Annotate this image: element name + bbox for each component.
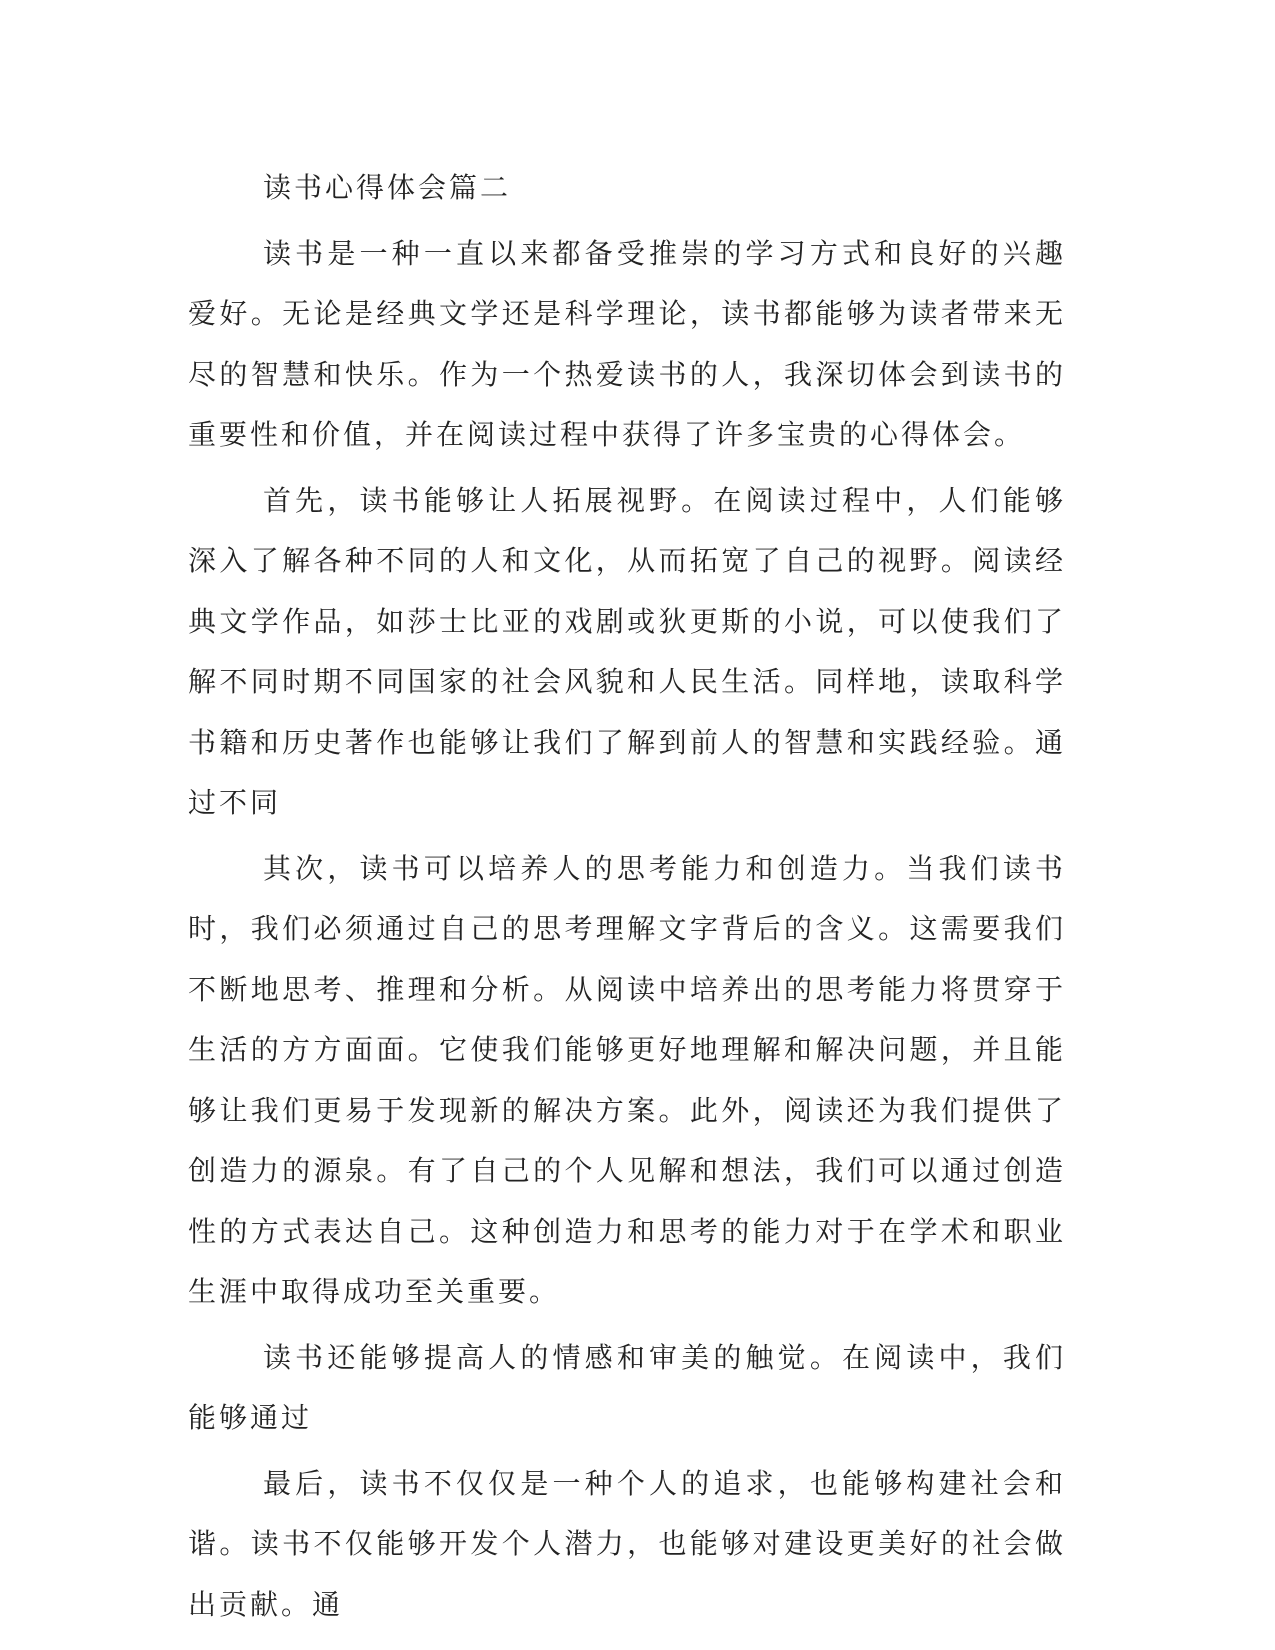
- document-body: [188, 158, 1066, 1640]
- paragraph-emotion-aesthetics: 读书还能够提高人的情感和审美的触觉。在阅读中，我们能够通过: [188, 1340, 1066, 1434]
- paragraph-broaden-horizons: 首先，读书能够让人拓展视野。在阅读过程中，人们能够深入了解各种不同的人和文化，从而拓宽了自己的视野。阅读经典文学作品，如莎士比亚的戏剧或狄更斯的小说，可以使我们了解不同时期不同国家的社会风貌和人民生活。同样地，读取科学书籍和历史著作也能够让我们了解到前人的智慧和实践经验。通过不同: [188, 483, 1066, 819]
- paragraph-social-harmony: 最后，读书不仅仅是一种个人的追求，也能够构建社会和谐。读书不仅能够开发个人潜力，也能够对建设更美好的社会做出贡献。通: [188, 1466, 1066, 1621]
- paragraph-thinking-creativity: 其次，读书可以培养人的思考能力和创造力。当我们读书时，我们必须通过自己的思考理解文字背后的含义。这需要我们不断地思考、推理和分析。从阅读中培养出的思考能力将贯穿于生活的方方面面。它使我们能够更好地理解和解决问题，并且能够让我们更易于发现新的解决方案。此外，阅读还为我们提供了创造力的源泉。有了自己的个人见解和想法，我们可以通过创造性的方式表达自己。这种创造力和思考的能力对于在学术和职业生涯中取得成功至关重要。: [188, 851, 1066, 1308]
- document-title: 读书心得体会篇二: [263, 171, 512, 204]
- paragraph-intro: 读书是一种一直以来都备受推崇的学习方式和良好的兴趣爱好。无论是经典文学还是科学理论，读书都能够为读者带来无尽的智慧和快乐。作为一个热爱读书的人，我深切体会到读书的重要性和价值，并在阅读过程中获得了许多宝贵的心得体会。: [188, 236, 1066, 451]
